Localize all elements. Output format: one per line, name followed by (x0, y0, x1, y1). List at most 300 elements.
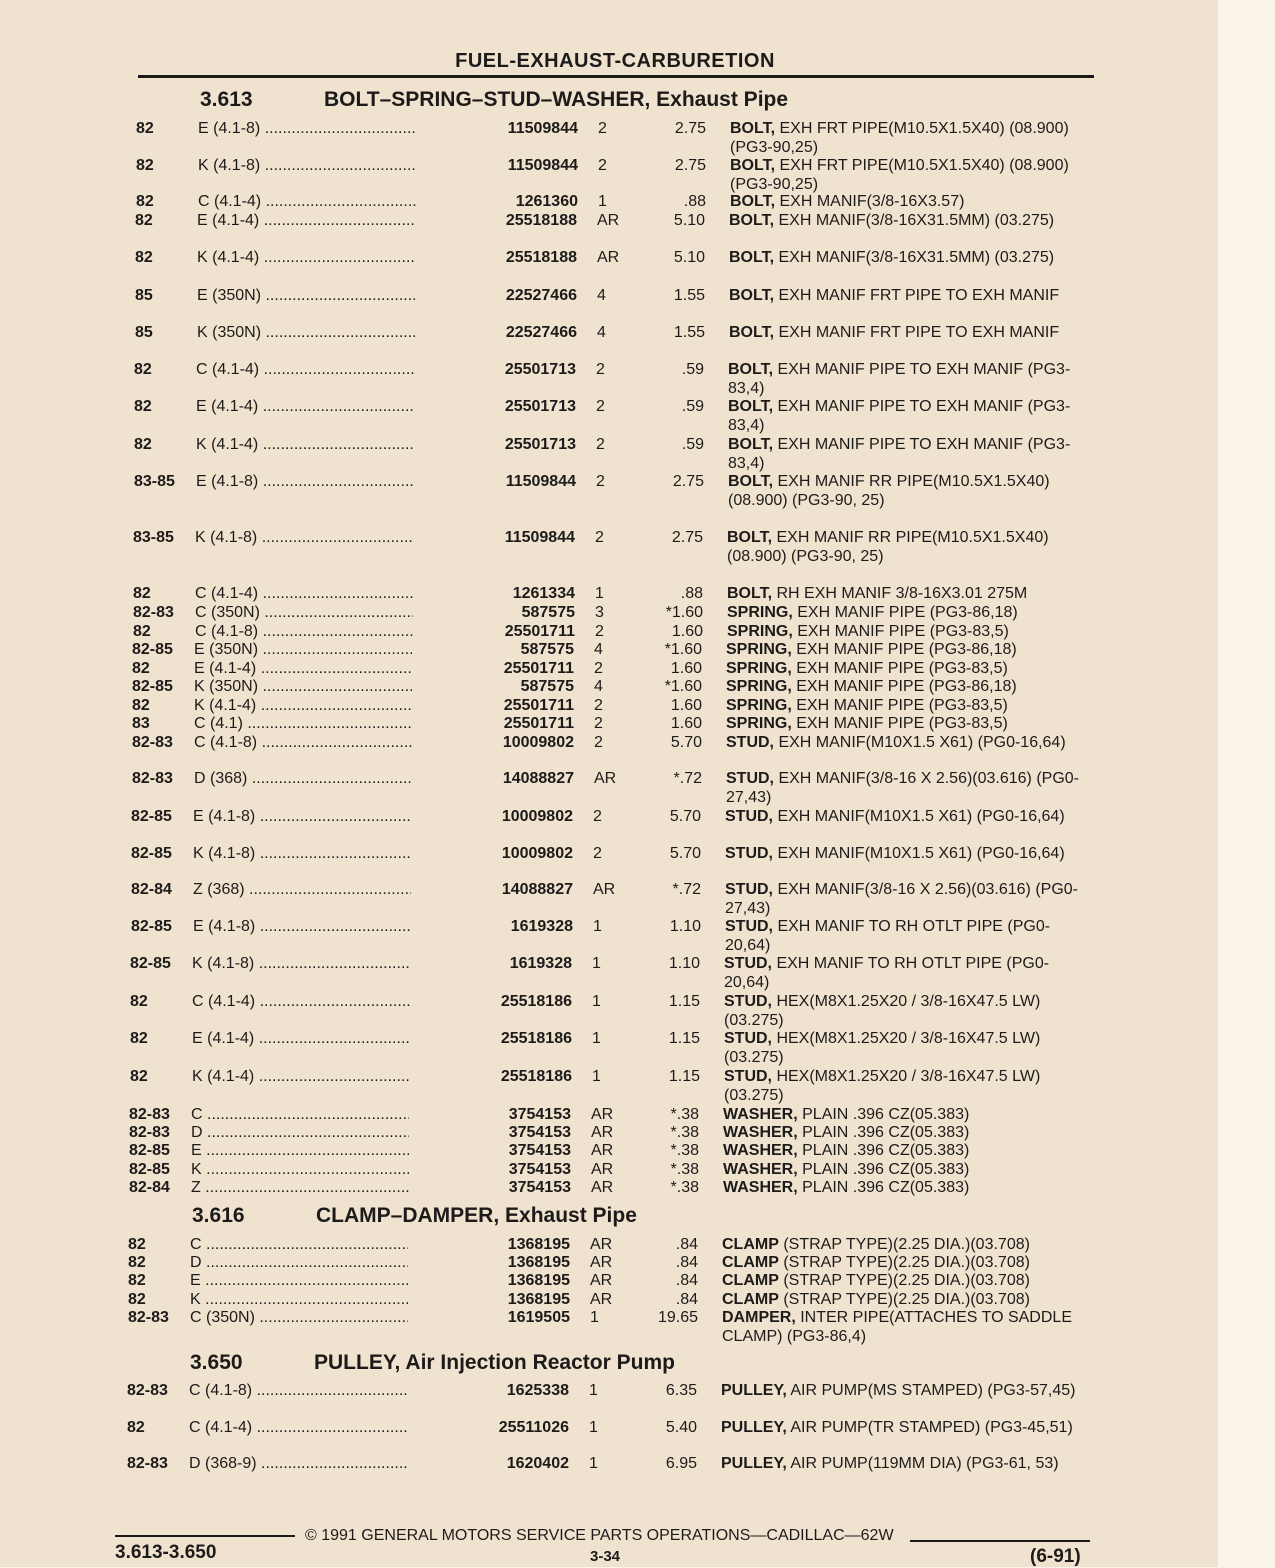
table-row (136, 157, 1096, 193)
table-row (132, 660, 1092, 678)
row-quantity: 2 (593, 845, 602, 862)
row-description-keyword: STUD, (725, 808, 773, 825)
row-year: 85 (135, 324, 153, 341)
row-model: E (4.1-8) ..... (198, 120, 478, 138)
table-row (132, 641, 1092, 659)
row-quantity: 2 (594, 660, 603, 677)
table-row (130, 1068, 1090, 1104)
table-row (132, 734, 1092, 752)
row-model: C (350N) ..... (195, 604, 475, 622)
row-year: 82-83 (127, 1382, 168, 1399)
row-part-number: 10009802 (411, 808, 573, 826)
row-description-keyword: BOLT, (728, 436, 774, 453)
table-row (130, 955, 1090, 991)
row-model: C (4.1-4) ..... (195, 585, 475, 603)
row-description-text: EXH MANIF TO RH OTLT PIPE (PG0-20,64) (724, 955, 1050, 991)
row-price: 1.60 (670, 715, 702, 732)
row-part-number: 1619505 (408, 1309, 570, 1327)
row-part-number: 1261360 (416, 193, 578, 211)
row-year: 82-85 (132, 641, 173, 658)
row-description (721, 1419, 1091, 1438)
row-part-number: 25501713 (414, 361, 576, 379)
row-description-keyword: BOLT, (730, 157, 776, 174)
row-quantity: AR (593, 881, 616, 898)
row-description (723, 1124, 1093, 1143)
table-row (135, 249, 1095, 267)
row-description-text: PLAIN .396 CZ(05.383) (797, 1179, 970, 1196)
row-description-text: EXH MANIF RR PIPE(M10.5X1.5X40)(08.900) (PG3-90, 25) (728, 473, 1050, 509)
row-description-keyword: WASHER, (723, 1124, 798, 1141)
row-price: 1.15 (668, 993, 700, 1010)
row-model: K (4.1-8) ..... (192, 955, 472, 973)
row-part-number: 11509844 (413, 529, 575, 547)
row-model: E (4.1-4) ..... (197, 212, 477, 230)
section-title: BOLT–SPRING–STUD–WASHER, Exhaust Pipe (324, 88, 789, 111)
row-model: K (4.1-8) ..... (193, 845, 473, 863)
row-model: C ..... (190, 1236, 470, 1254)
row-description (729, 212, 1099, 231)
row-year: 82 (128, 1254, 146, 1271)
row-description-keyword: CLAMP (722, 1254, 779, 1271)
row-model: E ..... (190, 1272, 470, 1290)
row-quantity: 2 (598, 157, 607, 174)
row-year: 82-85 (132, 678, 173, 695)
row-description-text: AIR PUMP(MS STAMPED) (PG3-57,45) (786, 1382, 1076, 1399)
row-model: C (4.1) ..... (194, 715, 474, 733)
row-description-text: EXH MANIF(3/8-16X31.5MM) (03.275) (774, 212, 1055, 229)
row-quantity: 2 (596, 361, 605, 378)
row-part-number: 25518188 (415, 212, 577, 230)
row-year: 82 (127, 1419, 145, 1436)
row-year: 82 (135, 249, 153, 266)
row-description (722, 1236, 1092, 1255)
row-description (724, 1030, 1094, 1067)
row-description (730, 120, 1100, 157)
row-model: K (350N) ..... (197, 324, 477, 342)
row-part-number: 1620402 (407, 1455, 569, 1473)
row-year: 85 (135, 287, 153, 304)
row-model: C (4.1-8) ..... (195, 623, 475, 641)
row-price: .59 (681, 361, 704, 378)
row-price: 2.75 (671, 529, 703, 546)
table-row (133, 623, 1093, 641)
table-row (131, 808, 1091, 826)
row-year: 82 (130, 1030, 148, 1047)
row-description-text: EXH MANIF(M10X1.5 X61) (PG0-16,64) (773, 808, 1065, 825)
table-row (132, 715, 1092, 733)
row-quantity: AR (591, 1106, 614, 1123)
row-price: *.72 (673, 770, 702, 787)
section-number: 3.613 (200, 88, 253, 111)
row-model: K ..... (190, 1291, 470, 1309)
row-description-text: EXH MANIF(M10X1.5 X61) (PG0-16,64) (773, 845, 1065, 862)
row-model: C (4.1-4) ..... (189, 1419, 469, 1437)
row-year: 82-85 (129, 1142, 170, 1159)
row-description-text: EXH MANIF FRT PIPE TO EXH MANIF (774, 287, 1060, 304)
table-row (128, 1236, 1088, 1254)
row-part-number: 25518188 (415, 249, 577, 267)
row-quantity: 2 (596, 398, 605, 415)
table-row (127, 1382, 1087, 1400)
row-price: 19.65 (657, 1309, 698, 1326)
row-description-keyword: BOLT, (728, 361, 774, 378)
row-description (726, 697, 1096, 716)
row-description-keyword: STUD, (724, 955, 772, 972)
row-part-number: 1619328 (410, 955, 572, 973)
row-description (729, 324, 1099, 343)
row-price: .59 (681, 398, 704, 415)
header-rule (138, 75, 1094, 78)
row-price: *1.60 (664, 678, 702, 695)
row-model: C ..... (191, 1106, 471, 1124)
row-description-text: EXH MANIF PIPE (PG3-86,18) (791, 641, 1017, 658)
row-model: C (4.1-4) ..... (198, 193, 478, 211)
row-model: K (4.1-8) ..... (195, 529, 475, 547)
row-model: E ..... (191, 1142, 471, 1160)
row-quantity: 1 (592, 955, 601, 972)
row-description-text: PLAIN .396 CZ(05.383) (797, 1124, 970, 1141)
row-price: .84 (675, 1254, 698, 1271)
row-description-text: (STRAP TYPE)(2.25 DIA.)(03.708) (778, 1236, 1030, 1253)
footer-rule-left (115, 1535, 295, 1537)
row-price: .84 (675, 1272, 698, 1289)
row-quantity: 4 (597, 324, 606, 341)
row-model: D ..... (190, 1254, 470, 1272)
row-description (722, 1254, 1092, 1273)
row-description (730, 157, 1100, 194)
row-part-number: 11509844 (414, 473, 576, 491)
row-description-text: PLAIN .396 CZ(05.383) (797, 1106, 970, 1123)
row-quantity: 1 (589, 1382, 598, 1399)
row-description-text: EXH MANIF(3/8-16 X 2.56)(03.616) (PG0-27,43) (725, 881, 1078, 917)
row-quantity: 4 (594, 678, 603, 695)
row-quantity: 1 (598, 193, 607, 210)
section-title: CLAMP–DAMPER, Exhaust Pipe (316, 1204, 637, 1227)
row-model: D ..... (191, 1124, 471, 1142)
row-description (730, 193, 1100, 212)
row-description-text: EXH MANIF PIPE TO EXH MANIF (PG3-83,4) (728, 398, 1071, 434)
row-description-keyword: SPRING, (727, 623, 793, 640)
row-quantity: 2 (595, 623, 604, 640)
row-quantity: AR (597, 212, 620, 229)
row-year: 82-85 (130, 955, 171, 972)
row-description (726, 678, 1096, 697)
row-price: *.38 (670, 1179, 699, 1196)
row-part-number: 3754153 (409, 1161, 571, 1179)
row-price: 5.40 (665, 1419, 697, 1436)
row-description-keyword: STUD, (726, 770, 774, 787)
row-description-keyword: BOLT, (727, 585, 773, 602)
row-quantity: AR (591, 1124, 614, 1141)
row-description (728, 398, 1098, 435)
row-description (722, 1309, 1092, 1346)
row-price: *.38 (670, 1124, 699, 1141)
row-part-number: 3754153 (409, 1142, 571, 1160)
row-description-text: PLAIN .396 CZ(05.383) (797, 1161, 970, 1178)
row-price: 1.15 (668, 1030, 700, 1047)
row-part-number: 1619328 (411, 918, 573, 936)
row-part-number: 25501713 (414, 398, 576, 416)
row-description-keyword: WASHER, (723, 1179, 798, 1196)
row-part-number: 10009802 (411, 845, 573, 863)
row-description-keyword: SPRING, (726, 660, 792, 677)
row-description-text: EXH MANIF PIPE TO EXH MANIF (PG3-83,4) (728, 361, 1071, 397)
row-part-number: 3754153 (409, 1179, 571, 1197)
row-description (724, 1068, 1094, 1105)
row-model: K (4.1-4) ..... (192, 1068, 472, 1086)
row-price: 5.70 (669, 845, 701, 862)
row-description-keyword: BOLT, (729, 212, 775, 229)
row-year: 82 (135, 212, 153, 229)
row-part-number: 3754153 (409, 1106, 571, 1124)
row-year: 82 (133, 585, 151, 602)
row-description (723, 1142, 1093, 1161)
row-year: 82 (136, 193, 154, 210)
table-row (134, 361, 1094, 397)
row-description-keyword: STUD, (725, 845, 773, 862)
row-year: 82-83 (129, 1106, 170, 1123)
row-description-keyword: WASHER, (723, 1106, 798, 1123)
row-part-number: 25501713 (414, 436, 576, 454)
row-price: *.38 (670, 1142, 699, 1159)
table-row (136, 193, 1096, 211)
table-row (135, 287, 1095, 305)
row-model: C (350N) ..... (190, 1309, 470, 1327)
row-price: 6.95 (665, 1455, 697, 1472)
row-model: C (4.1-8) ..... (189, 1382, 469, 1400)
row-description-text: EXH FRT PIPE(M10.5X1.5X40) (08.900) (PG3-90,25) (730, 120, 1069, 156)
row-quantity: AR (591, 1161, 614, 1178)
row-year: 82 (132, 660, 150, 677)
row-description-keyword: STUD, (725, 918, 773, 935)
row-description-text: (STRAP TYPE)(2.25 DIA.)(03.708) (778, 1254, 1030, 1271)
row-year: 82-84 (129, 1179, 170, 1196)
row-price: 1.15 (668, 1068, 700, 1085)
table-row (127, 1455, 1087, 1473)
row-description-text: EXH MANIF(M10X1.5 X61) (PG0-16,64) (774, 734, 1066, 751)
row-description-keyword: STUD, (725, 881, 773, 898)
row-quantity: 2 (593, 808, 602, 825)
table-row (136, 120, 1096, 156)
row-part-number: 11509844 (416, 120, 578, 138)
table-row (130, 993, 1090, 1029)
row-description-keyword: PULLEY, (721, 1419, 787, 1436)
row-year: 82-83 (129, 1124, 170, 1141)
row-part-number: 22527466 (415, 287, 577, 305)
row-description-text: EXH FRT PIPE(M10.5X1.5X40) (08.900) (PG3-90,25) (730, 157, 1069, 193)
table-row (131, 845, 1091, 863)
row-description-keyword: BOLT, (727, 529, 773, 546)
row-quantity: AR (597, 249, 620, 266)
row-quantity: 3 (595, 604, 604, 621)
row-description-keyword: SPRING, (726, 697, 792, 714)
row-description-keyword: STUD, (724, 1068, 772, 1085)
row-description (722, 1272, 1092, 1291)
row-description (726, 770, 1096, 807)
row-model: Z ..... (191, 1179, 471, 1197)
table-row (133, 585, 1093, 603)
row-description-text: EXH MANIF PIPE (PG3-83,5) (792, 623, 1009, 640)
table-row (133, 529, 1093, 565)
row-part-number: 1625338 (407, 1382, 569, 1400)
row-description (728, 436, 1098, 473)
row-part-number: 14088827 (412, 770, 574, 788)
row-description (725, 845, 1095, 864)
row-quantity: 4 (594, 641, 603, 658)
row-description (722, 1291, 1092, 1310)
row-part-number: 25501711 (412, 715, 574, 733)
row-year: 82 (136, 157, 154, 174)
row-model: D (368-9) ..... (189, 1455, 469, 1473)
row-part-number: 25518186 (410, 1068, 572, 1086)
row-description-text: EXH MANIF(3/8-16X31.5MM) (03.275) (774, 249, 1055, 266)
row-description-text: (STRAP TYPE)(2.25 DIA.)(03.708) (778, 1291, 1030, 1308)
row-description-text: EXH MANIF PIPE (PG3-83,5) (791, 715, 1008, 732)
row-part-number: 587575 (412, 678, 574, 696)
section-number: 3.616 (192, 1204, 245, 1227)
row-price: 1.10 (669, 918, 701, 935)
row-year: 82-83 (128, 1309, 169, 1326)
table-row (135, 324, 1095, 342)
table-row (129, 1106, 1089, 1124)
row-quantity: 2 (596, 473, 605, 490)
table-row (134, 398, 1094, 434)
row-description-keyword: DAMPER, (722, 1309, 796, 1326)
row-description (728, 361, 1098, 398)
row-description-keyword: BOLT, (728, 473, 774, 490)
row-quantity: 2 (594, 715, 603, 732)
row-quantity: AR (590, 1254, 613, 1271)
row-year: 82 (128, 1236, 146, 1253)
row-description-text: INTER PIPE(ATTACHES TO SADDLE CLAMP) (PG3-86,4) (722, 1309, 1072, 1345)
row-quantity: 4 (597, 287, 606, 304)
row-description-keyword: SPRING, (726, 715, 792, 732)
row-price: *1.60 (664, 641, 702, 658)
row-description-keyword: BOLT, (729, 287, 775, 304)
row-year: 82-83 (132, 734, 173, 751)
table-row (128, 1254, 1088, 1272)
row-price: *.38 (670, 1161, 699, 1178)
row-description-text: EXH MANIF PIPE (PG3-86,18) (791, 678, 1017, 695)
row-description (727, 623, 1097, 642)
row-model: E (350N) ..... (194, 641, 474, 659)
row-year: 82-83 (133, 604, 174, 621)
row-quantity: AR (590, 1272, 613, 1289)
table-row (129, 1142, 1089, 1160)
row-price: 5.70 (670, 734, 702, 751)
row-model: E (4.1-4) ..... (194, 660, 474, 678)
row-price: 2.75 (672, 473, 704, 490)
row-year: 82 (130, 1068, 148, 1085)
table-row (132, 770, 1092, 806)
row-price: 1.60 (670, 697, 702, 714)
row-description-text: EXH MANIF RR PIPE(M10.5X1.5X40)(08.900) (PG3-90, 25) (727, 529, 1049, 565)
row-description (721, 1382, 1091, 1401)
table-row (127, 1419, 1087, 1437)
row-description (724, 993, 1094, 1030)
row-description-keyword: CLAMP (722, 1272, 779, 1289)
row-price: 5.70 (669, 808, 701, 825)
row-part-number: 1261334 (413, 585, 575, 603)
row-description (727, 585, 1097, 604)
row-quantity: 1 (595, 585, 604, 602)
footer-page-number: 3-34 (590, 1548, 621, 1565)
row-description-text: PLAIN .396 CZ(05.383) (797, 1142, 970, 1159)
row-quantity: 1 (592, 993, 601, 1010)
row-quantity: 2 (598, 120, 607, 137)
table-row (130, 1030, 1090, 1066)
row-description-keyword: BOLT, (729, 249, 775, 266)
row-model: C (4.1-4) ..... (192, 993, 472, 1011)
row-quantity: 1 (592, 1030, 601, 1047)
row-part-number: 1368195 (408, 1254, 570, 1272)
row-year: 82 (128, 1291, 146, 1308)
row-description-text: EXH MANIF FRT PIPE TO EXH MANIF (774, 324, 1060, 341)
row-year: 82 (130, 993, 148, 1010)
row-price: 1.60 (670, 660, 702, 677)
row-part-number: 1368195 (408, 1291, 570, 1309)
row-quantity: AR (590, 1236, 613, 1253)
row-part-number: 25501711 (412, 660, 574, 678)
row-quantity: 2 (594, 697, 603, 714)
row-description-keyword: BOLT, (730, 120, 776, 137)
table-row (129, 1124, 1089, 1142)
row-description-text: EXH MANIF PIPE (PG3-83,5) (791, 660, 1008, 677)
table-row (134, 473, 1094, 509)
table-row (128, 1291, 1088, 1309)
table-row (134, 436, 1094, 472)
row-year: 82-83 (127, 1455, 168, 1472)
row-description (723, 1179, 1093, 1198)
row-part-number: 3754153 (409, 1124, 571, 1142)
row-year: 83-85 (133, 529, 174, 546)
row-description-text: HEX(M8X1.25X20 / 3/8-16X47.5 LW)(03.275) (724, 1068, 1041, 1104)
row-price: 6.35 (665, 1382, 697, 1399)
row-year: 82-84 (131, 881, 172, 898)
row-description-keyword: WASHER, (723, 1161, 798, 1178)
row-price: 1.10 (668, 955, 700, 972)
row-model: C (4.1-4) ..... (196, 361, 476, 379)
row-description (729, 287, 1099, 306)
row-description-keyword: PULLEY, (721, 1455, 787, 1472)
row-part-number: 1368195 (408, 1236, 570, 1254)
row-part-number: 1368195 (408, 1272, 570, 1290)
row-description (725, 881, 1095, 918)
row-description-text: (STRAP TYPE)(2.25 DIA.)(03.708) (778, 1272, 1030, 1289)
row-model: E (4.1-4) ..... (196, 398, 476, 416)
row-model: K ..... (191, 1161, 471, 1179)
row-price: *1.60 (665, 604, 703, 621)
row-description-keyword: SPRING, (726, 678, 792, 695)
table-row (129, 1179, 1089, 1197)
row-price: 1.55 (673, 287, 705, 304)
row-description-keyword: BOLT, (728, 398, 774, 415)
row-part-number: 25501711 (412, 697, 574, 715)
row-description (723, 1161, 1093, 1180)
row-part-number: 25501711 (413, 623, 575, 641)
row-description-keyword: STUD, (724, 993, 772, 1010)
row-model: E (350N) ..... (197, 287, 477, 305)
row-part-number: 11509844 (416, 157, 578, 175)
row-price: .88 (680, 585, 703, 602)
row-price: .84 (675, 1291, 698, 1308)
row-description-keyword: BOLT, (730, 193, 776, 210)
row-price: 1.60 (671, 623, 703, 640)
row-description-keyword: CLAMP (722, 1236, 779, 1253)
row-quantity: 1 (593, 918, 602, 935)
row-description (728, 473, 1098, 510)
row-quantity: 1 (592, 1068, 601, 1085)
